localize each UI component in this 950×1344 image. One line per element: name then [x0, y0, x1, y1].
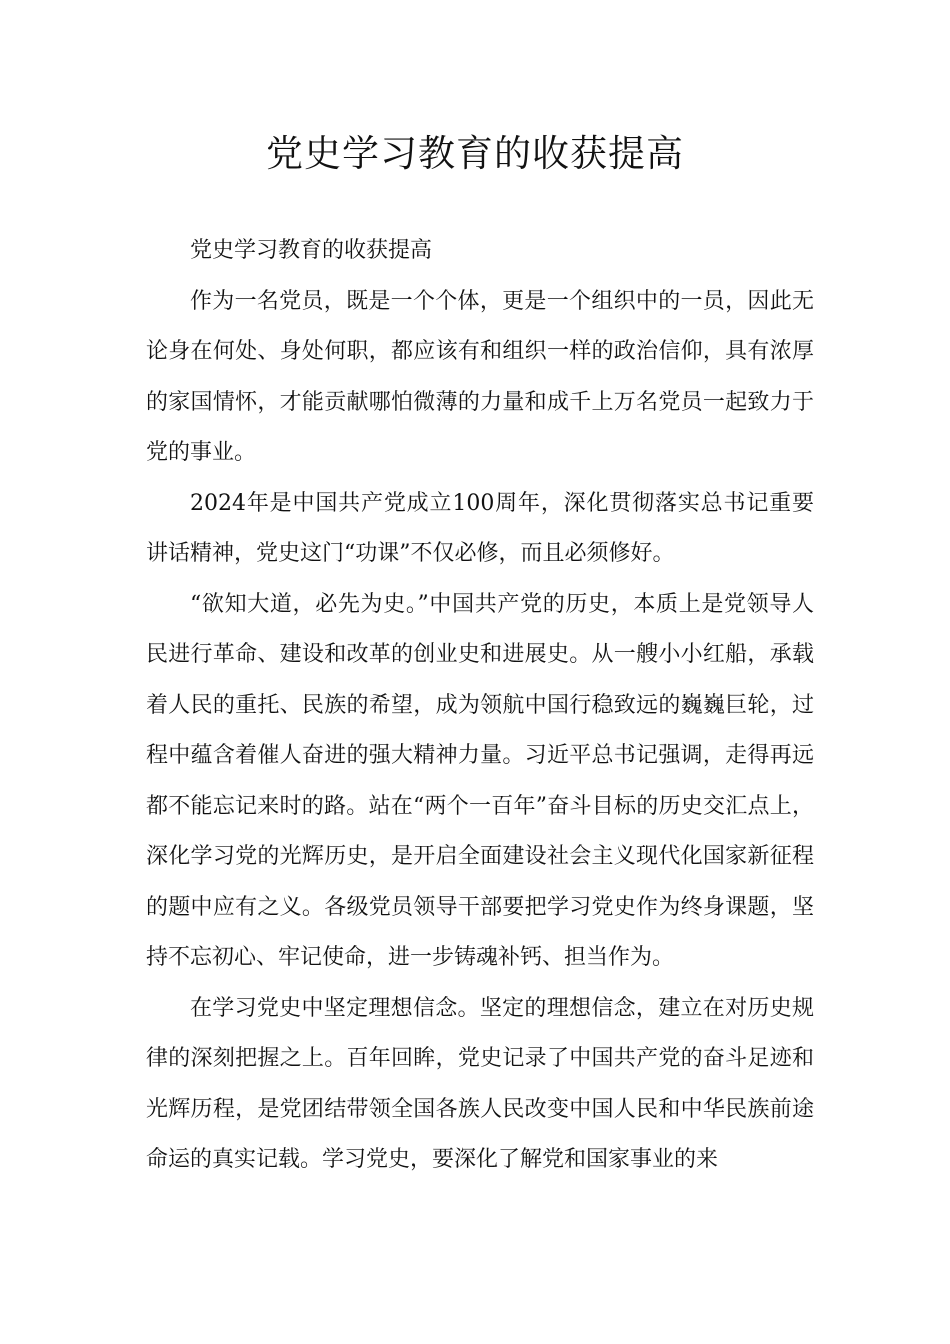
document-title: 党史学习教育的收获提高	[266, 132, 684, 175]
paragraph: 作为一名党员，既是一个个体，更是一个组织中的一员，因此无论身在何处、身处何职，都应该有和组织一样的政治信仰，具有浓厚的家国情怀，才能贡献哪怕微薄的力量和成千上万名党员一起致力于党的事业。	[146, 288, 814, 465]
paragraph: “欲知大道，必先为史。”中国共产党的历史，本质上是党领导人民进行革命、建设和改革的创业史和进展史。从一艘小小红船，承载着人民的重托、民族的希望，成为领航中国行稳致远的巍巍巨轮，过程中蕴含着催人奋进的强大精神力量。习近平总书记强调，走得再远都不能忘记来时的路。站在“两个一百年”奋斗目标的历史交汇点上，深化学习党的光辉历史，是开启全面建设社会主义现代化国家新征程的题中应有之义。各级党员领导干部要把学习党史作为终身课题，坚持不忘初心、牢记使命，进一步铸魂补钙、担当作为。	[146, 591, 814, 970]
paragraph-subtitle: 党史学习教育的收获提高	[190, 238, 433, 263]
document-body	[146, 226, 814, 1186]
paragraph: 在学习党史中坚定理想信念。坚定的理想信念，建立在对历史规律的深刻把握之上。百年回眸，党史记录了中国共产党的奋斗足迹和光辉历程，是党团结带领全国各族人民改变中国人民和中华民族前途命运的真实记载。学习党史，要深化了解党和国家事业的来	[146, 995, 814, 1172]
paragraph: 2024年是中国共产党成立100周年，深化贯彻落实总书记重要讲话精神，党史这门“功课”不仅必修，而且必须修好。	[146, 490, 814, 566]
